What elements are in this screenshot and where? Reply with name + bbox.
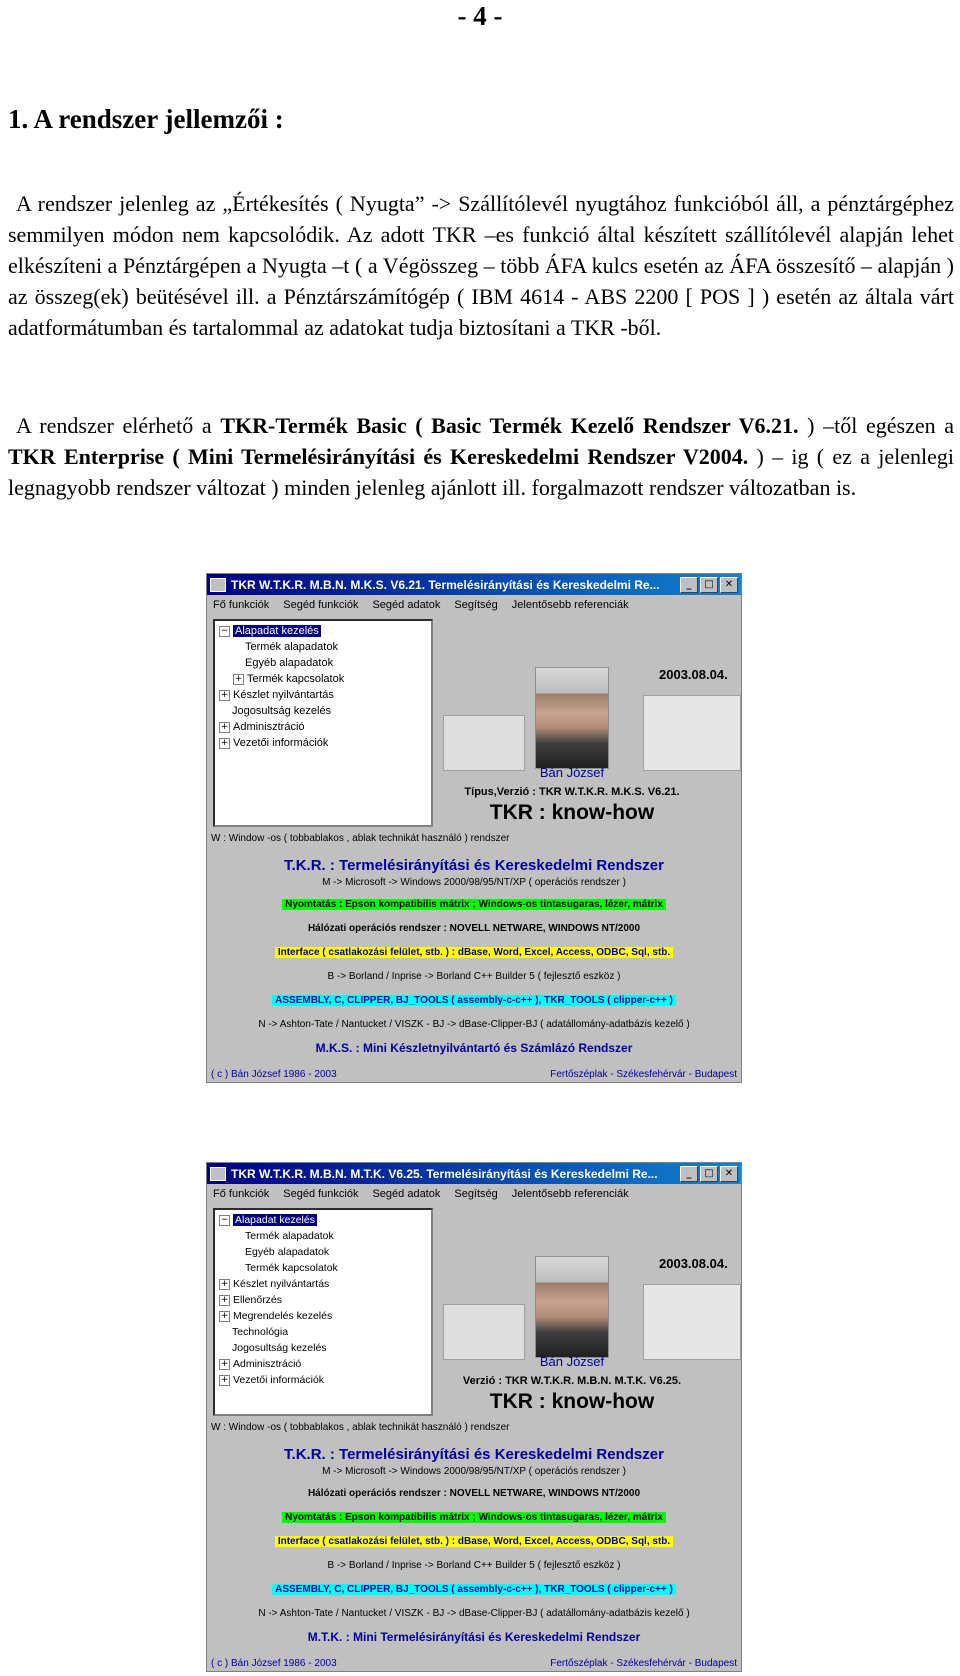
info-line: Interface ( csatlakozási felület, stb. ) : dBase, Word, Excel, Access, ODBC, Sql, stb.	[207, 947, 741, 958]
menu-seged-adatok[interactable]: Segéd adatok	[372, 1188, 441, 1200]
tree-item[interactable]: Termék alapadatok	[245, 1230, 334, 1242]
screenshot-2	[206, 1162, 742, 1672]
collapse-icon[interactable]: −	[220, 625, 229, 636]
date-label: 2003.08.04.	[659, 1256, 728, 1271]
window-content	[207, 1204, 741, 1671]
paragraph-2	[8, 410, 954, 503]
info-line: Hálózati operációs rendszer : NOVELL NETWARE, WINDOWS NT/2000	[307, 923, 641, 934]
minimize-icon[interactable]: _	[680, 577, 698, 593]
app-icon	[210, 1167, 226, 1181]
expand-icon[interactable]: +	[220, 689, 229, 700]
window-title: TKR W.T.K.R. M.B.N. M.K.S. V6.21. Termelésirányítási és Kereskedelmi Re...	[231, 577, 660, 592]
close-icon[interactable]: ✕	[720, 1166, 738, 1182]
expand-icon[interactable]: +	[220, 1358, 229, 1369]
tree-item[interactable]: − Alapadat kezelés	[220, 625, 319, 637]
tree-item[interactable]: + Vezetői információk	[220, 1374, 325, 1386]
version-label: Verzió : TKR W.T.K.R. M.B.N. M.T.K. V6.25.	[462, 1375, 682, 1387]
info-line: ASSEMBLY, C, CLIPPER, BJ_TOOLS ( assembly-c-c++ ), TKR_TOOLS ( clipper-c++ )	[207, 995, 741, 1006]
info-line: N -> Ashton-Tate / Nantucket / VISZK - BJ -> dBase-Clipper-BJ ( adatállomány-adatbázis kezelő )	[258, 1019, 690, 1030]
expand-icon[interactable]: +	[220, 1278, 229, 1289]
window-content	[207, 615, 741, 1082]
info-line: N -> Ashton-Tate / Nantucket / VISZK - BJ -> dBase-Clipper-BJ ( adatállomány-adatbázis kezelő )	[258, 1608, 690, 1619]
tree-item[interactable]: + Termék kapcsolatok	[234, 673, 345, 685]
tree-item[interactable]: + Készlet nyilvántartás	[220, 1278, 330, 1290]
copyright: ( c ) Bán József 1986 - 2003	[211, 1658, 337, 1669]
expand-icon[interactable]: +	[220, 1310, 229, 1321]
portrait-photo	[535, 667, 609, 769]
expand-icon[interactable]: +	[234, 673, 243, 684]
minimize-icon[interactable]: _	[680, 1166, 698, 1182]
expand-icon[interactable]: +	[220, 721, 229, 732]
info-title: T.K.R. : Termelésirányítási és Kereskedelmi Rendszer	[284, 1446, 664, 1463]
tree-item[interactable]: Termék alapadatok	[245, 641, 338, 653]
p2-bold-2: TKR Enterprise ( Mini Termelésirányítási és Kereskedelmi Rendszer V2004.	[8, 444, 749, 469]
info-line: Nyomtatás : Epson kompatibilis mátrix ; Windows-os tintasugaras, lézer, mátrix	[207, 1512, 741, 1523]
maximize-icon[interactable]: □	[700, 577, 718, 593]
locations: Fertőszéplak - Székesfehérvár - Budapest	[550, 1658, 737, 1669]
menu-bar	[207, 1184, 741, 1204]
locations: Fertőszéplak - Székesfehérvár - Budapest	[550, 1069, 737, 1080]
knowhow-label: TKR : know-how	[489, 1390, 655, 1413]
close-icon[interactable]: ✕	[720, 577, 738, 593]
maximize-icon[interactable]: □	[700, 1166, 718, 1182]
info-title: T.K.R. : Termelésirányítási és Kereskedelmi Rendszer	[284, 857, 664, 874]
paragraph-1: A rendszer jelenleg az „Értékesítés ( Nyugta” -> Szállítólevél nyugtához funkcióból áll, a pénztárgéphez semmilyen módon nem kapcsolódik. Az adott TKR –es funkció által készített szállítólevél alapján lehet elkészíteni a Pénztárgépen a Nyugta –t ( a Végösszeg – több ÁFA kulcs esetén az ÁFA összesítő – alapján ) az összeg(ek) beütésével ill. a Pénztárszámítógép ( IBM 4614 - ABS 2200 [ POS ] ) esetén az általa várt adatformátumban és tartalommal az adatokat tudja biztosítani a TKR -ből.	[8, 191, 954, 340]
tree-item[interactable]: Jogosultság kezelés	[232, 1342, 327, 1354]
expand-icon[interactable]: +	[220, 737, 229, 748]
tree-item[interactable]: + Vezetői információk	[220, 737, 329, 749]
tree-item[interactable]: Egyéb alapadatok	[245, 1246, 330, 1258]
info-line: M -> Microsoft -> Windows 2000/98/95/NT/XP ( operációs rendszer )	[322, 1466, 626, 1477]
menu-segitseg[interactable]: Segítség	[454, 1188, 498, 1200]
section-heading: 1. A rendszer jellemzői :	[8, 104, 284, 134]
expand-icon[interactable]: +	[220, 1374, 229, 1385]
cash-register-image	[643, 1284, 741, 1360]
tree-item[interactable]: + Adminisztráció	[220, 1358, 302, 1370]
tree-item[interactable]: Technológia	[232, 1326, 289, 1338]
info-line: B -> Borland / Inprise -> Borland C++ Builder 5 ( fejlesztő eszköz )	[327, 971, 621, 982]
info-line: M.K.S. : Mini Készletnyilvántartó és Számlázó Rendszer	[315, 1041, 633, 1055]
copyright: ( c ) Bán József 1986 - 2003	[211, 1069, 337, 1080]
menu-fo-funkciok[interactable]: Fő funkciók	[213, 599, 270, 611]
app-icon	[210, 578, 226, 592]
menu-bar	[207, 595, 741, 615]
tree-item[interactable]: − Alapadat kezelés	[220, 1214, 315, 1226]
tree-item[interactable]: Jogosultság kezelés	[232, 705, 332, 717]
info-line: ASSEMBLY, C, CLIPPER, BJ_TOOLS ( assembly-c-c++ ), TKR_TOOLS ( clipper-c++ )	[207, 1584, 741, 1595]
info-line: W : Window -os ( tobbablakos , ablak technikát használó ) rendszer	[211, 833, 510, 844]
menu-seged-funkciok[interactable]: Segéd funkciók	[283, 1188, 359, 1200]
cash-register-image	[643, 695, 741, 771]
info-line: Interface ( csatlakozási felület, stb. ) : dBase, Word, Excel, Access, ODBC, Sql, stb.	[207, 1536, 741, 1547]
computer-image	[443, 715, 525, 771]
window-titlebar	[207, 574, 741, 595]
p2-text-1: A rendszer elérhető a	[16, 413, 221, 438]
window-footer	[211, 1658, 737, 1669]
date-label: 2003.08.04.	[659, 667, 728, 682]
info-line: Hálózati operációs rendszer : NOVELL NETWARE, WINDOWS NT/2000	[307, 1488, 641, 1499]
window-titlebar	[207, 1163, 741, 1184]
portrait-photo	[535, 1256, 609, 1358]
author-name: Bán József	[539, 765, 605, 780]
collapse-icon[interactable]: −	[220, 1214, 229, 1225]
p2-text-2: ) –től egészen a	[798, 413, 955, 438]
menu-referenciak[interactable]: Jelentősebb referenciák	[511, 599, 629, 611]
page-number: - 4 -	[457, 1, 503, 31]
knowhow-label: TKR : know-how	[489, 801, 655, 824]
info-line: M -> Microsoft -> Windows 2000/98/95/NT/XP ( operációs rendszer )	[322, 877, 626, 888]
menu-seged-funkciok[interactable]: Segéd funkciók	[283, 599, 359, 611]
info-line: Nyomtatás : Epson kompatibilis mátrix ; Windows-os tintasugaras, lézer, mátrix	[207, 899, 741, 910]
tree-item[interactable]: + Megrendelés kezelés	[220, 1310, 333, 1322]
info-line: B -> Borland / Inprise -> Borland C++ Builder 5 ( fejlesztő eszköz )	[327, 1560, 621, 1571]
expand-icon[interactable]: +	[220, 1294, 229, 1305]
menu-segitseg[interactable]: Segítség	[454, 599, 498, 611]
screenshot-1	[206, 573, 742, 1083]
window-title: TKR W.T.K.R. M.B.N. M.T.K. V6.25. Termelésirányítási és Kereskedelmi Re...	[231, 1166, 658, 1181]
tree-item[interactable]: + Készlet nyilvántartás	[220, 689, 334, 701]
p2-bold-1: TKR-Termék Basic ( Basic Termék Kezelő Rendszer V6.21.	[220, 413, 799, 438]
info-line: M.T.K. : Mini Termelésirányítási és Kereskedelmi Rendszer	[307, 1630, 641, 1644]
info-line: W : Window -os ( tobbablakos , ablak technikát használó ) rendszer	[211, 1422, 510, 1433]
p2-text-3: ) – ig ( ez a jelenlegi legnagyobb rendszer változat ) minden jelenleg ajánlott ill. forgalmazott rendszer változatban is.	[8, 444, 954, 500]
computer-image	[443, 1304, 525, 1360]
menu-seged-adatok[interactable]: Segéd adatok	[372, 599, 441, 611]
tree-item[interactable]: + Ellenőrzés	[220, 1294, 283, 1306]
window-footer	[211, 1069, 737, 1080]
author-name: Bán József	[539, 1354, 605, 1369]
menu-fo-funkciok[interactable]: Fő funkciók	[213, 1188, 270, 1200]
tree-item[interactable]: + Adminisztráció	[220, 721, 305, 733]
tree-item[interactable]: Termék kapcsolatok	[245, 1262, 338, 1274]
tree-item[interactable]: Egyéb alapadatok	[245, 657, 334, 669]
version-label: Típus,Verzió : TKR W.T.K.R. M.K.S. V6.21.	[464, 786, 680, 798]
menu-referenciak[interactable]: Jelentősebb referenciák	[511, 1188, 629, 1200]
